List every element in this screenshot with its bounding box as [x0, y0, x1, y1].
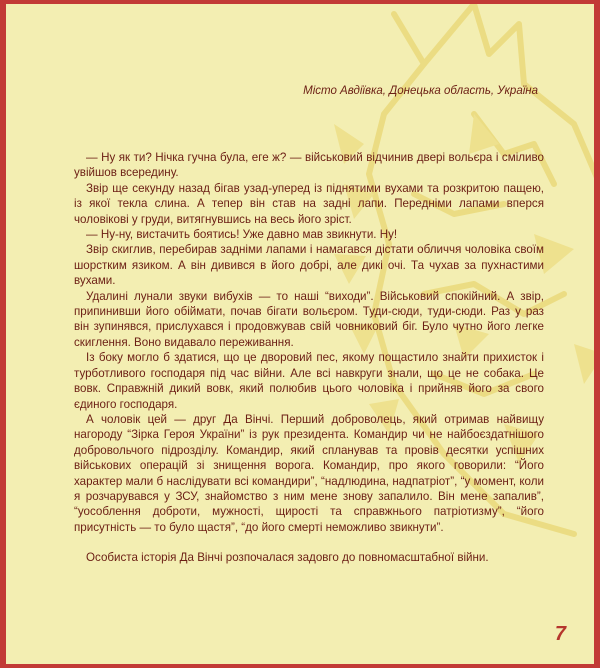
paragraph: Особиста історія Да Вінчі розпочалася задовго до повномасштабної війни.: [86, 551, 489, 565]
location-caption: Місто Авдіївка, Донецька область, Україна: [303, 85, 538, 97]
story-text: [74, 150, 544, 566]
paragraph: Удалині лунали звуки вибухів — то наші “виходи”. Військовий спокійний. А звір, припинивши його обіймати, почав бігати вольєром. Туди-сюди, туди-сюди. Раз у раз він зупинявся, прислухався і продовжував свій човниковий біг. Було чутно його легке скиглення. Воно видавало переживання.: [74, 289, 544, 349]
page-number: 7: [554, 623, 566, 645]
book-page: [6, 4, 594, 664]
paragraph: Із боку могло б здатися, що це дворовий пес, якому пощастило знайти прихисток і турботливого господаря під час війни. Але всі навкруги знали, що це не собака. Це вовк. Справжній дикий вовк, який полюбив цього чоловіка і прийняв його за свого єдиного господаря.: [74, 351, 544, 411]
paragraph: Звір ще секунду назад бігав узад-уперед із піднятими вухами та розкритою пащею, із якої текла слина. А тепер він став на задні лапи. Передніми лапами вперся чоловікові у груди, витягнувшись на весь його зріст.: [74, 181, 544, 226]
paragraph: — Ну-ну, вистачить боятись! Уже давно мав звикнути. Ну!: [86, 228, 398, 242]
paragraph: Звір скиглив, перебирав задніми лапами і намагався дістати обличчя чоловіка своїм шорстким язиком. А він дивився в його добрі, але дикі очі. Та чухав за пухнастими вухами.: [74, 243, 544, 288]
paragraph: А чоловік цей — друг Да Вінчі. Перший доброволець, який отримав найвищу нагороду “Зірка Героя України” із рук президента. Командир чи не найбоєздатнішого добровольчого підрозділу. Командир, який спланував та провів десятки успішних військових операцій зі знищення ворога. Командир, про якого говорили: “Його характер мали б наслідувати всі командири”, “надлюдина, надпатріот”, “у момент, коли я розчарувався у ЗСУ, знайомство з ним мене знову запалило. Він мене запалив”, “уособлення доброти, мужності, щирості та справжнього патріотизму”, “його присутність — то було щастя”, “до його смерті неможливо звикнути”.: [74, 412, 544, 534]
paragraph: — Ну як ти? Нічка гучна була, еге ж? — військовий відчинив двері вольєра і сміливо увійшов всередину.: [74, 151, 544, 180]
